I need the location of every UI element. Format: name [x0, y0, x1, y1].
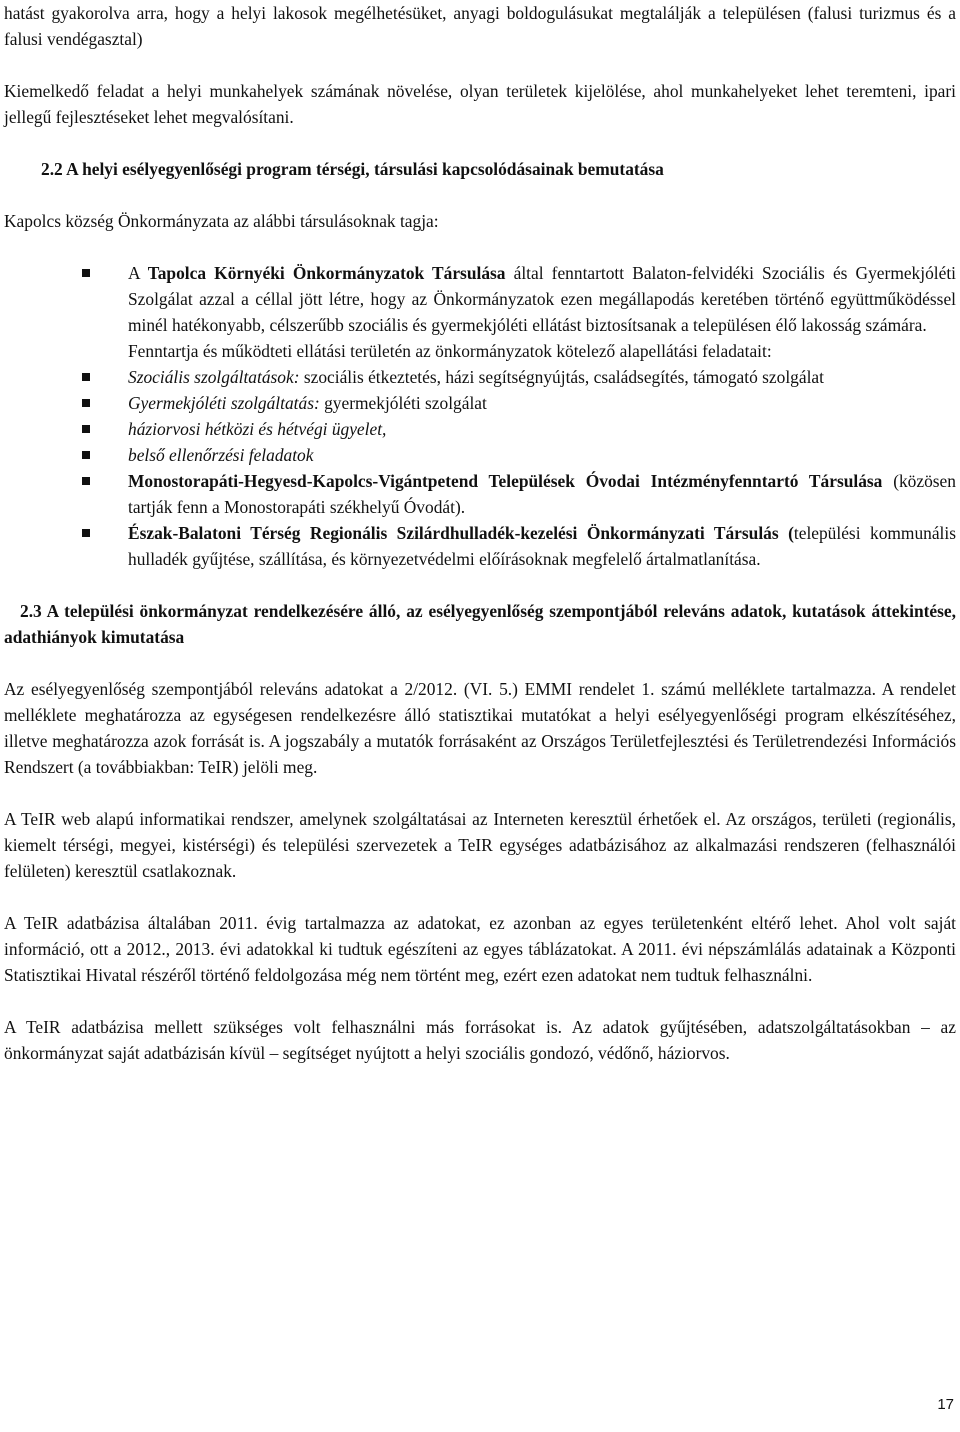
section-2-3-paragraph-4: A TeIR adatbázisa mellett szükséges volt felhasználni más forrásokat is. Az adatok gyűjtésében, adatszolgáltatásokban – az önkormányzat saját adatbázisán kívül – segítséget nyújtott a helyi szociális gondozó, védőnő, háziorvos. [4, 1017, 956, 1063]
document-page [4, 0, 956, 1066]
section-2-3-paragraph-3: A TeIR adatbázisa általában 2011. évig tartalmazza az adatokat, ez azonban az egyes területenként eltérő lehet. Ahol volt saját információ, ott a 2012., 2013. évi adatokkal ki tudtuk egészíteni az egyes táblázatokat. A 2011. évi népszámlálás adatainak a Központi Statisztikai Hivatal részéről történő feldolgozása még nem történt meg, ezért ezen adatokat nem tudtuk felhasználni. [4, 913, 956, 985]
section-2-2-heading: 2.2 A helyi esélyegyenlőségi program térségi, társulási kapcsolódásainak bemutatása [41, 159, 664, 179]
bullet-kindergarten-association: Monostorapáti-Hegyesd-Kapolcs-Vigántpetend Települések Óvodai Intézményfenntartó Társulása (közösen tartják fenn a Monostorapáti székhelyű Óvodát). [4, 468, 956, 520]
section-2-3-paragraph-2: A TeIR web alapú informatikai rendszer, amelynek szolgáltatásai az Interneten keresztül érhetőek el. Az országos, területi (regionális, kiemelt térségi, megyei, kistérségi) és települési szervezetek a TeIR egységes adatbázisához az alkalmazási rendszeren (felhasználói felületen) keresztül csatlakoznak. [4, 809, 956, 881]
section-2-2-lead: Kapolcs község Önkormányzata az alábbi társulásoknak tagja: [4, 211, 439, 231]
bullet-internal-audit: belső ellenőrzési feladatok [4, 442, 956, 468]
intro-paragraph-2: Kiemelkedő feladat a helyi munkahelyek számának növelése, olyan területek kijelölése, ahol munkahelyeket lehet teremteni, ipari jellegű fejlesztéseket lehet megvalósítani. [4, 81, 956, 127]
bullet-social-services: Szociális szolgáltatások: szociális étkeztetés, házi segítségnyújtás, családsegítés, támogató szolgálat [4, 364, 956, 390]
page-number: 17 [937, 1396, 954, 1413]
section-2-3-paragraph-1: Az esélyegyenlőség szempontjából releváns adatokat a 2/2012. (VI. 5.) EMMI rendelet 1. számú melléklete tartalmazza. A rendelet melléklete meghatározza az egységesen rendelkezésre álló statisztikai mutatókat a helyi esélyegyenlőségi program elkészítéséhez, illetve meghatározza azok forrását is. A jogszabály a mutatók forrásaként az Országos Területfejlesztési és Területrendezési Információs Rendszert (a továbbiakban: TeIR) jelöli meg. [4, 679, 956, 777]
bullet-waste-association: Észak-Balatoni Térség Regionális Szilárdhulladék-kezelési Önkormányzati Társulás (települési kommunális hulladék gyűjtése, szállítása, és környezetvédelmi előírásoknak megfelelő ártalmatlanítása. [4, 520, 956, 572]
section-2-3-heading: 2.3 A települési önkormányzat rendelkezésére álló, az esélyegyenlőség szempontjából releváns adatok, kutatások áttekintése, adathiányok kimutatása [4, 601, 956, 647]
tapolca-association-name: Tapolca Környéki Önkormányzatok Társulása [147, 263, 506, 283]
bullet-child-welfare: Gyermekjóléti szolgáltatás: gyermekjóléti szolgálat [4, 390, 956, 416]
bullet-tapolca: A Tapolca Környéki Önkormányzatok Társulása által fenntartott Balaton-felvidéki Szociális és Gyermekjóléti Szolgálat azzal a céllal jött létre, hogy az Önkormányzatok ezen megállapodás keretében történő együttműködéssel minél hatékonyabb, célszerűbb szociális és gyermekjóléti ellátást biztosítsanak a településen élő lakosság számára. [4, 260, 956, 338]
services-intro: Fenntartja és működteti ellátási területén az önkormányzatok kötelező alapellátási feladatait: [128, 341, 772, 361]
intro-paragraph-1: hatást gyakorolva arra, hogy a helyi lakosok megélhetésüket, anyagi boldogulásukat megtalálják a településen (falusi turizmus és a falusi vendégasztal) [4, 3, 956, 49]
bullet-doctor-duty: háziorvosi hétközi és hétvégi ügyelet, [4, 416, 956, 442]
